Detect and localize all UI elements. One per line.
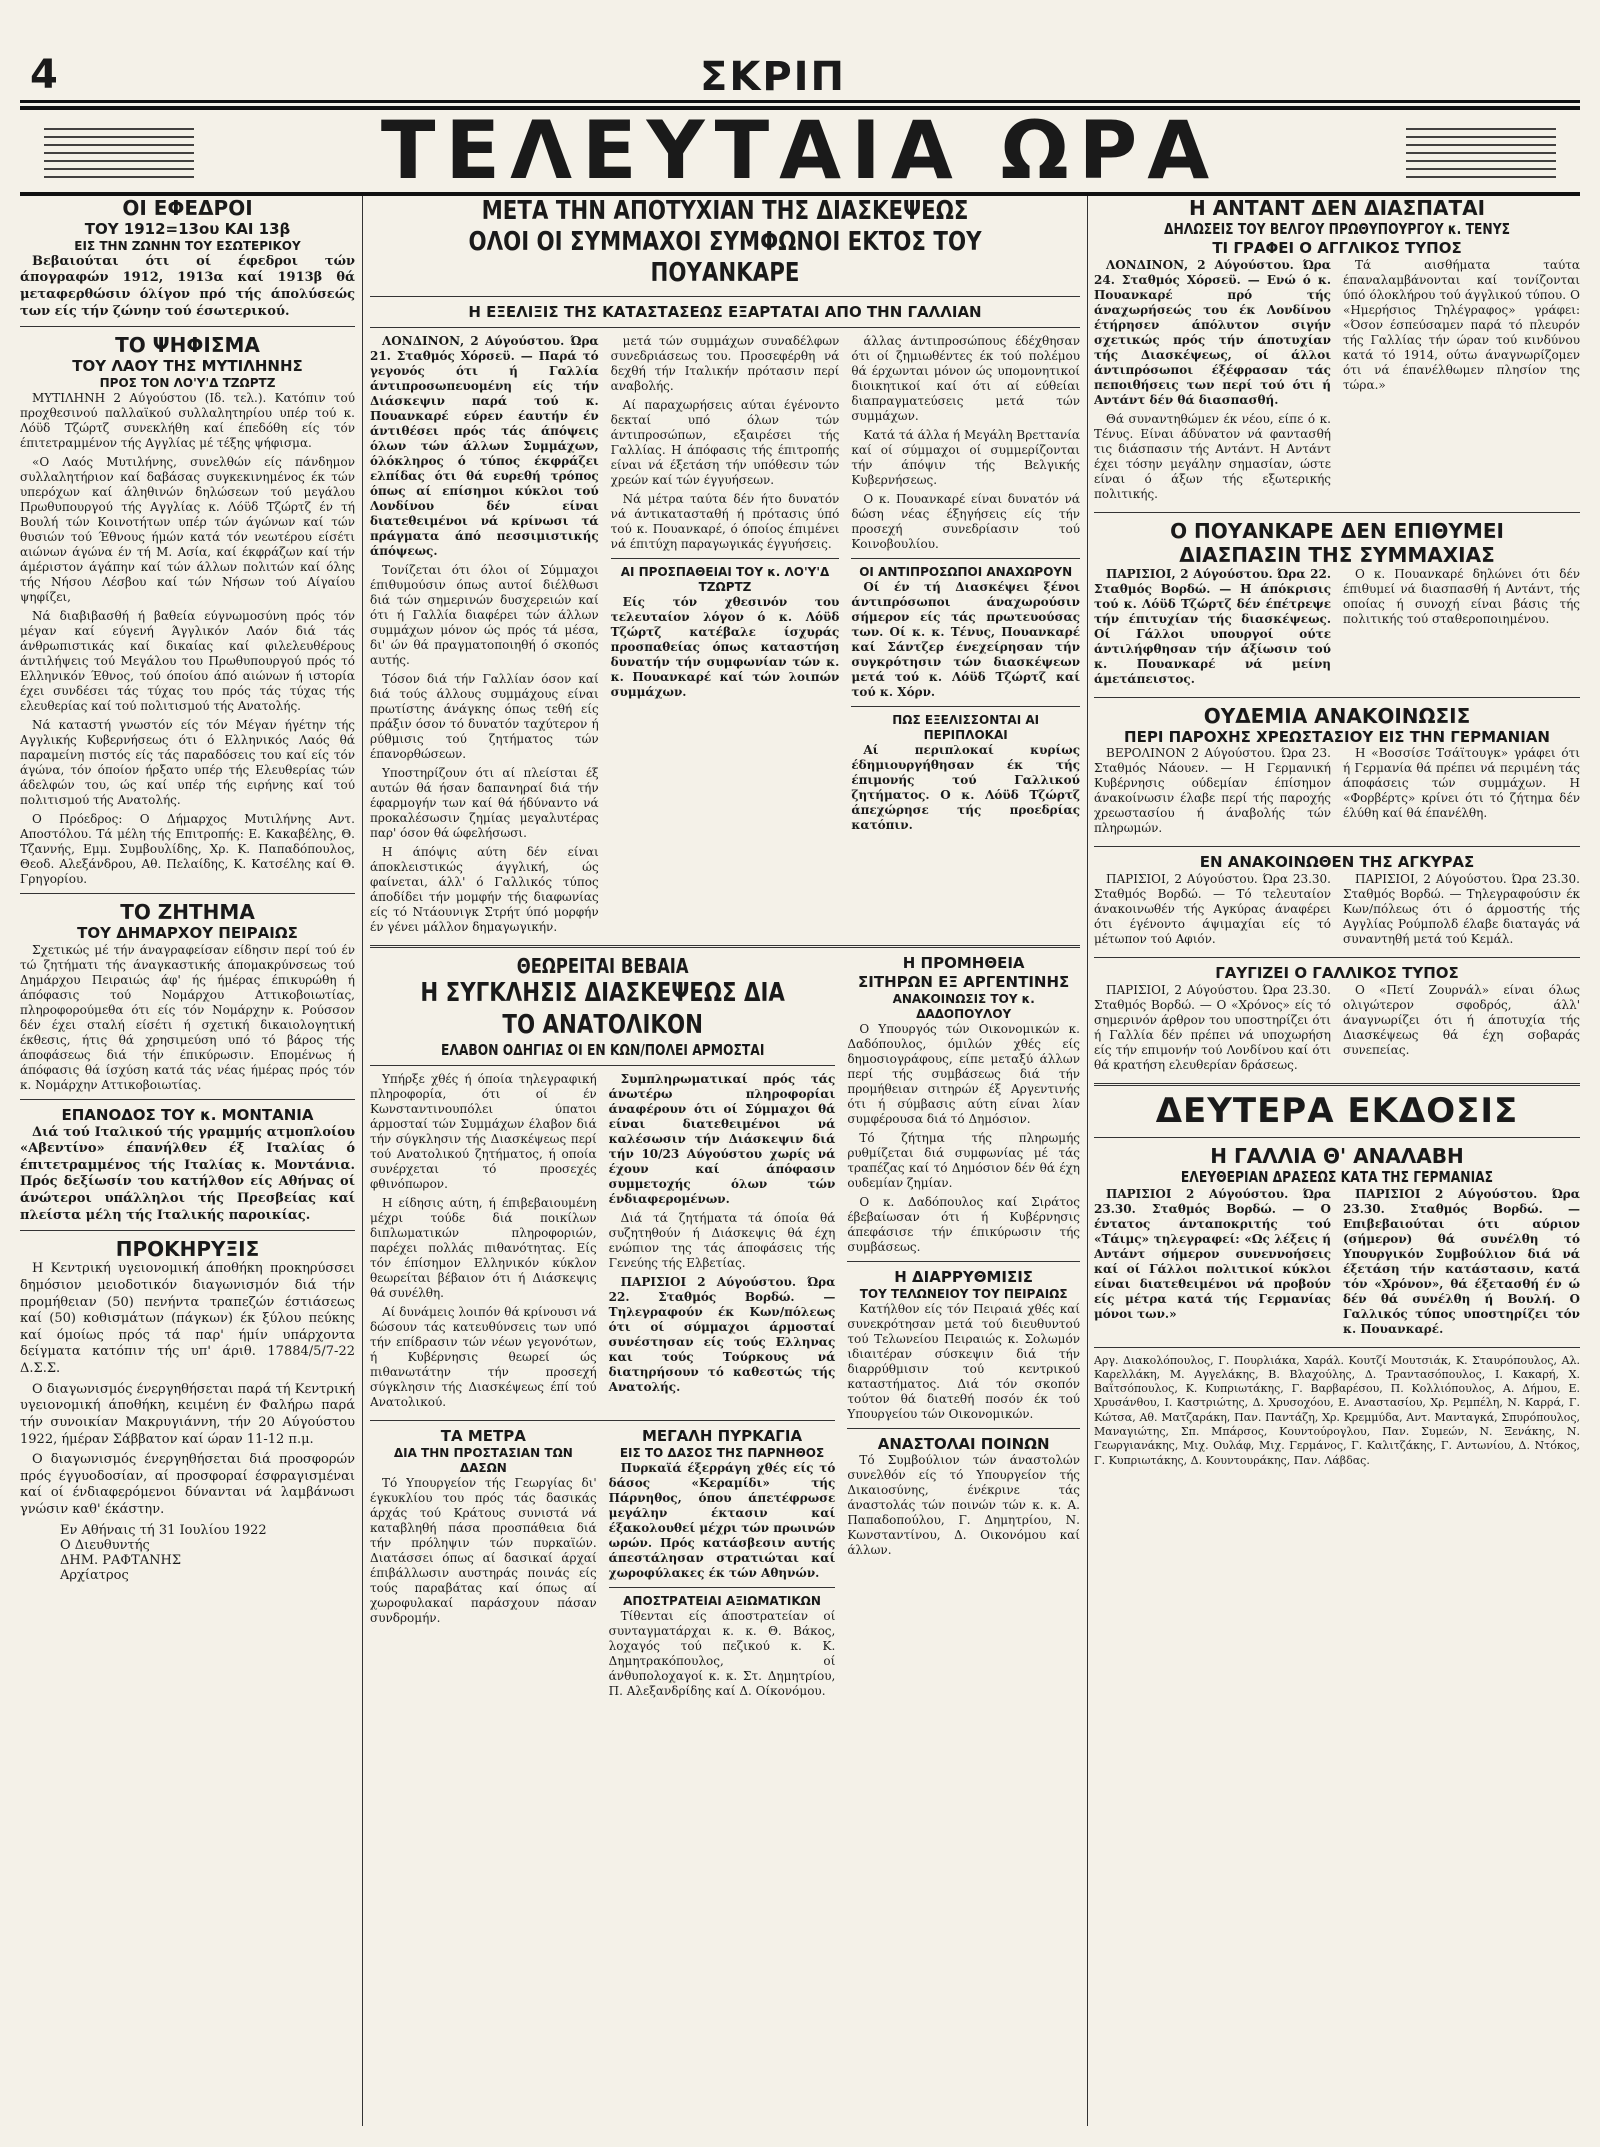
article-paragraph: Διά τά ζητήματα τά όποία θά συζητηθούν ή Διάσκεψις θά έχη ενώπιον της τάς άποφάσεις τής Γενεύης τής Ελβετίας. — [608, 1211, 836, 1271]
divider — [1094, 697, 1580, 698]
article-columns — [370, 334, 1080, 939]
article-title: Η ΣΥΓΚΛΗΣΙΣ ΔΙΑΣΚΕΨΕΩΣ ΔΙΑ ΤΟ ΑΝΑΤΟΛΙΚΟΝ — [420, 978, 785, 1040]
article-paragraph: Ο κ. Πουανκαρέ είναι δυνατόν νά δώση νέας έξηγήσεις είς τήν προσεχή συνεδρίασιν τού Κοινοβουλίου. — [851, 492, 1080, 552]
article-kicker: ΘΕΩΡΕΙΤΑΙ ΒΕΒΑΙΑ — [516, 954, 689, 979]
divider — [847, 1428, 1080, 1429]
divider — [370, 1065, 835, 1066]
article-kicker: ΜΕΤΑ ΤΗΝ ΑΠΟΤΥΧΙΑΝ ΤΗΣ ΔΙΑΣΚΕΨΕΩΣ — [481, 196, 969, 226]
article-paragraph: Τό ζήτημα τής πληρωμής ρυθμίζεται διά συμφωνίας μέ τάς τραπέζας καί τό Δημόσιον δέν θά έχη ουδεμίαν ζημίαν. — [847, 1130, 1080, 1190]
article-paragraph: Η είδησις αύτη, ή έπιβεβαιουμένη μέχρι τούδε διά ποικίλων διπλωματικών πληροφοριών, παρέχει πολλάς πιθανότητας. Είς τόν έπίσημον Ελληνικόν κύκλον θεωρείται βέβαιον ότι ή Διάσκεψις θά συνέλθη. — [370, 1196, 597, 1301]
article-paragraph: ΠΑΡΙΣΙΟΙ 2 Αύγούστου. Ώρα 23.30. Σταθμός Βορδώ. — Ο έντατος άνταποκριτής τού «Τάιμς» τηλεγραφεί: «Ως λέξεις ή Αντάντ σήμερον συνεννοήσεις καί οί Γάλλοι πολιτικοί κύκλοι είναι διατεθειμένοι νά προβούν είς μέτρα κατά τής Γερμανίας μόνοι των.» — [1094, 1186, 1331, 1321]
column-rule — [1087, 196, 1088, 2126]
article-subtitle: ΔΙΑ ΤΗΝ ΠΡΟΣΤΑΣΙΑΝ ΤΩΝ ΔΑΣΩΝ — [393, 1446, 573, 1476]
article-title: ΜΕΓΑΛΗ ΠΥΡΚΑΓΙΑ — [641, 1427, 803, 1446]
article-paragraph: ΠΑΡΙΣΙΟΙ, 2 Αύγούστου. Ώρα 23.30. Σταθμός Βορδώ. — Ο «Χρόνος» είς τό σημερινόν άρθρον του υποστηρίζει ότι ή Γαλλία δέν πρέπει νά υποχωρήση είς τήν επιμονήν τού Λονδίνου καί ότι θά κρατήση ελευθερίαν δράσεως. — [1094, 982, 1331, 1072]
article-agkyra — [1094, 853, 1580, 951]
article-paragraph: Είς τόν χθεσινόν του τελευταίον λόγον ό κ. Λόϋδ Τζώρτζ κατέβαλε ίσχυράς προσπαθείας όπως καταστήση δυνατήν τήν συμφωνίαν τών κ. κ. Πουανκαρέ καί τών λοιπών συμμάχων. — [610, 595, 840, 700]
article-subcolumn — [1343, 746, 1580, 840]
article-title: ΕΠΑΝΟΔΟΣ ΤΟΥ κ. ΜΟΝΤΑΝΙΑ — [61, 1105, 314, 1124]
article-title: ΑΠΟΣΤΡΑΤΕΙΑΙ ΑΞΙΩΜΑΤΙΚΩΝ — [623, 1594, 821, 1609]
article-paragraph: Τά αισθήματα ταύτα έπαναλαμβάνονται καί τονίζονται ύπό όλοκλήρου τού άγγλικού τύπου. Ο «Ημερήσιος Τηλέγραφος» γράφει: «Όσον έσπεύσαμεν παρά τό πλευρόν τής Γαλλίας τήν ώραν τού κινδύνου κατά τό 1914, ούτω άναγνωρίζομεν ότι νά έπανέλθωμεν πλησίον της τώρα.» — [1343, 257, 1580, 392]
article-paragraph: Η «Βοσσίσε Τσάϊτουγκ» γράφει ότι ή Γερμανία θά πρέπει νά περιμένη τάς άποφάσεις τών συμμάχων. Η «Φορβέρτς» κρίνει ότι τό ζήτημα δέν έλύθη καί θά έπανέλθη. — [1343, 746, 1580, 821]
article-paragraph: ΠΑΡΙΣΙΟΙ, 2 Αύγούστου. Ώρα 23.30. Σταθμός Βορδώ. — Τηλεγραφούσιν έκ Κων/πόλεως ότι ό άρμοστής τής Αγγλίας Ρούμπολδ έλαβε διαταγάς νά συναντηθή μετά τού Κεμάλ. — [1343, 872, 1580, 946]
article-pouankare — [1094, 519, 1580, 691]
article-kicker: ΠΡΟΣ ΤΟΝ ΛΟ'Υ'Δ ΤΖΩΡΤΖ — [99, 376, 276, 390]
divider — [20, 1099, 355, 1100]
article-paragraph: Ο «Πετί Ζουρνάλ» είναι όλως ολιγώτερον σφοδρός, άλλ' άναγνωρίζει ότι ή άποτυχία τής Διασκέψεως θά έχη σοβαράς συνεπείας. — [1343, 982, 1580, 1057]
section-title: ΟΙ ΑΝΤΙΠΡΟΣΩΠΟΙ ΑΝΑΧΩΡΟΥΝ — [859, 565, 1073, 580]
name-list-body: Αργ. Διακολόπουλος, Γ. Πουρλιάκα, Χαράλ. Κουτζί Μουτσιάκ, Κ. Σταυρόπουλος, Αλ. Καρελλάκη, Μ. Αγγελάκης, Β. Βλαχούλης, Δ. Τραντασόπουλος, Ι. Κακαρή, Χ. Βαΐτσόπουλος, Κ. Κυπριωτάκης, Γ. Βαρβαρέσου, Π. Κολλιόπουλος, Α. Δήμου, Ε. Χρυσάνθου, Ι. Καστριώτης, Δ. Χρυσοχόου, Ε. Αναστασίου, Χρ. Ρεμπέλη, Ν. Καρρά, Γ. Κώτσα, Αθ. Ματζαράκη, Παν. Παντάζη, Χρ. Κρεμμύδα, Αντ. Μανταγκά, Σπυρόπουλος, Μαναγιώτης, Σπ. Μπάρσος, Κουντούρογλου, Παν. Συμεών, Ν. Ξενάκης, Ν. Γεωργιανάκης, Μιχ. Ουλάφ, Μιχ. Γερμάνος, Γ. Καλιτζάκης, Γ. Αντωνίου, Δ. Ντόκος, Γ. Κυπριωτάκης, Δ. Κουντουράκης, Παν. Λάβδας. — [1094, 1353, 1580, 1467]
divider — [1094, 1137, 1580, 1138]
article-subtitle: ΤΟΥ 1912=13ου ΚΑΙ 13β — [84, 220, 291, 238]
article-subtitle: Η ΕΞΕΛΙΞΙΣ ΤΗΣ ΚΑΤΑΣΤΑΣΕΩΣ ΕΞΑΡΤΑΤΑΙ ΑΠΟ ΤΗΝ ΓΑΛΛΙΑΝ — [468, 302, 982, 321]
left-column — [20, 196, 355, 1589]
article-deutera — [1094, 1092, 1580, 1341]
article-kicker: ΑΝΑΚΟΙΝΩΣΙΣ ΤΟΥ κ. ΔΑΔΟΠΟΥΛΟΥ — [892, 991, 1035, 1021]
article-subcolumn — [1343, 983, 1580, 1077]
article-title: ΤΟ ΨΗΦΙΣΜΑ — [115, 333, 260, 358]
article-subcolumn — [1343, 872, 1580, 951]
article-paragraph: ΠΑΡΙΣΙΟΙ, 2 Αύγούστου. Ώρα 22. Σταθμός Βορδώ. — Η άπόκρισις τού κ. Λόϋδ Τζώρτζ δέν έπέτρεψε τήν έπιτυχίαν τής διασκέψεως. Οί Γάλλοι υπουργοί ούτε άντιλήφθησαν τήν άξίωσιν τού κ. Πουανκαρέ νά μείνη άμετάπειστος. — [1094, 566, 1331, 686]
article-title: ΤΟ ΖΗΤΗΜΑ — [120, 900, 255, 924]
center-column — [370, 196, 1080, 1703]
article-subtitle: ΤΟΥ ΤΕΛΩΝΕΙΟΥ ΤΟΥ ΠΕΙΡΑΙΩΣ — [859, 1286, 1068, 1301]
article-subcolumn — [1094, 567, 1331, 691]
masthead: ΣΚΡΙΠ — [700, 54, 846, 100]
article-subtitle: ΕΛΕΥΘΕΡΙΑΝ ΔΡΑΣΕΩΣ ΚΑΤΑ ΤΗΣ ΓΕΡΜΑΝΙΑΣ — [1180, 1167, 1494, 1186]
article-paragraph: Αί περιπλοκαί κυρίως έδημιουργήθησαν έκ τής έπιμονής τού Γαλλικού ζητήματος. Ο κ. Λόϋδ Τζώρτζ άπεχώρησε τής προεδρίας κατόπιν. — [851, 743, 1080, 833]
notice-sign-title: Αρχίατρος — [60, 1567, 129, 1583]
article-columns — [370, 1072, 835, 1414]
article-subcolumn — [1094, 746, 1331, 840]
name-list — [1094, 1354, 1580, 1468]
article-subtitle: ΕΛΑΒΟΝ ΟΔΗΓΙΑΣ ΟΙ ΕΝ ΚΩΝ/ΠΟΛΕΙ ΑΡΜΟΣΤΑΙ — [440, 1040, 765, 1059]
divider — [370, 296, 1080, 297]
article-kicker: ΕΙΣ ΤΗΝ ΖΩΝΗΝ ΤΟΥ ΕΣΩΤΕΡΙΚΟΥ — [74, 238, 301, 253]
article-title: ΓΑΥΓΙΖΕΙ Ο ΓΑΛΛΙΚΟΣ ΤΥΠΟΣ — [1215, 964, 1459, 982]
article-body: Σχετικώς μέ τήν άναγραφείσαν είδησιν περί τού έν τώ ζητήματι τής άναγκαστικής άπομακρύνσεως τού Δημάρχου Πειραιώς άφ' ής ήμέρας έπικυρώθη ή άπόφασις τού Νομάρχου Αττικοβοιωτίας, πληροφορούμεθα ότι είς τόν Νομάρχην κ. Ρούσσον δέν έχει σταλή είσέτι ή σχετική δικαιολογητική έκθεσις, ήτις θά χρησιμεύση υπό τό βάρος τής άποφάσεως διά τήν έπικύρωσιν. Επομένως ή άπόφασις θά ίσχύση κατά τάς νέας ήμέρας πρός τόν κ. Νομάρχην Αττικοβοιωτίας. — [20, 942, 355, 1092]
article-oudemia — [1094, 704, 1580, 841]
divider — [1094, 846, 1580, 847]
article-zitima — [20, 900, 355, 1093]
article-columns — [1094, 1187, 1580, 1341]
article-paragraph: «Ο Λαός Μυτιλήνης, συνελθών είς πάνδημον συλλαλητήριον καί δαβάσας συγκεκινημένος έκ τών υπερόχων καί άληθινών δηλώσεων τού μεγάλου Πρωθυπουργού τής Αγγλίας κ. Λόϋδ Τζώρτζ έν τή Βουλή τών Κοινοτήτων υπέρ τών άγώνων καί τών θυσιών τού Έθνους ήμών κατά τόν νεωτέρου είσέτι αιώνων άγώνα έν τή Μ. Ασία, καί έκφράζων καί τήν άμέριστον άγάπην καί τών άλλων πολιτών καί όλης τής Νήσου Λέσβου καί τών Νήσων τού Αίγαίου ψηφίζει, — [20, 455, 355, 604]
article-subcolumn — [1343, 1187, 1580, 1341]
article-body: Πυρκαϊά έξερράγη χθές είς τό δάσος «Κεραμίδι» τής Πάρνηθος, όπου άπετέφρωσε μεγάλην έκτασιν καί έξακολουθεί μέχρι τών πρωινών ωρών. Πρός κατάσβεσιν αυτής άπεστάλησαν στρατιώται καί χωροφύλακες έκ τών Αθηνών. — [608, 1461, 836, 1581]
article-title: ΟΛΟΙ ΟΙ ΣΥΜΜΑΧΟΙ ΣΥΜΦΩΝΟΙ ΕΚΤΟΣ ΤΟΥ ΠΟΥΑΝΚΑΡΕ — [468, 227, 982, 289]
article-subcolumn — [370, 334, 599, 939]
top-rule — [20, 100, 1580, 103]
page-number: 4 — [30, 52, 58, 98]
article-subtitle: ΤΟΥ ΔΗΜΑΡΧΟΥ ΠΕΙΡΑΙΩΣ — [77, 924, 298, 942]
article-diarrythmisis — [847, 1268, 1080, 1422]
article-paragraph: ΒΕΡΟΛΙΝΟΝ 2 Αύγούστου. Ώρα 23. Σταθμός Νάουεν. — Η Γερμανική Κυβέρνησις ούδεμίαν έπίσημον άνακοίνωσιν έλαβε περί τής παροχής χρεωστασίου ή άναβολής τών πληρωμών. — [1094, 746, 1331, 836]
divider — [370, 327, 1080, 328]
article-prokiryxis — [20, 1237, 355, 1582]
article-paragraph: Ο διαγωνισμός ένεργηθήσεται παρά τή Κεντρική υγειονομική άποθήκη, κειμένη έν Φαλήρω παρά τήν συνοικίαν Μακρυγιάννη, τήν 20 Αύγούστου 1922, ήμέραν Σάββατον καί ώραν 11-12 π.μ. — [20, 1381, 355, 1447]
notice-date: Εν Αθήναις τή 31 Ιουλίου 1922 — [60, 1522, 267, 1538]
article-paragraph: Ο Υπουργός τών Οικονομικών κ. Δαδόπουλος, όμιλών χθές είς δημοσιογράφους, είπε μεταξύ άλλων περί τής συμβάσεως διά τήν προμήθειαν σιτηρών έξ Αργεντινής ότι ή σύμβασις αύτη είναι λίαν συμφέρουσα διά τό Δημόσιον. — [847, 1021, 1080, 1126]
article-title: ΟΥΔΕΜΙΑ ΑΝΑΚΟΙΝΩΣΙΣ — [1203, 703, 1471, 728]
article-subcolumn — [1094, 872, 1331, 951]
article-title: ΠΡΟΚΗΡΥΞΙΣ — [115, 1237, 260, 1262]
article-paragraph: Τονίζεται ότι όλοι οί Σύμμαχοι έπιθυμούσιν όπως αυτοί διέλθωσι διά τών σημερινών δυσχερειών καί ότι ή Γαλλία διαφέρει τών άλλων συμμάχων μόνον ώς πρός τά μέσα, δι' ών θά πραγματοποιηθή ό σκοπός αυτής. — [370, 563, 599, 668]
article-paragraph: Υποστηρίζουν ότι αί πλείσται έξ αυτών θά ήσαν δαπανηραί διά τήν έφαρμογήν των καί θά ήδύναντο νά προκαλέσωσιν ζημίας μεγαλυτέρας παρ' όσον θά ώφελήσωσι. — [370, 766, 599, 841]
article-subcolumn — [1343, 567, 1580, 691]
article-subtitle: ΠΕΡΙ ΠΑΡΟΧΗΣ ΧΡΕΩΣΤΑΣΙΟΥ ΕΙΣ ΤΗΝ ΓΕΡΜΑΝΙΑΝ — [1124, 727, 1550, 746]
article-kicker: ΤΙ ΓΡΑΦΕΙ Ο ΑΓΓΛΙΚΟΣ ΤΥΠΟΣ — [1212, 238, 1462, 257]
divider — [611, 558, 840, 559]
article-paragraph: Αί δυνάμεις λοιπόν θά κρίνουσι νά δώσουν τάς κατευθύνσεις των υπό τήν επίδρασιν τών νέων γεγονότων, ή Κυβέρνησις θεωρεί ώς πιθανωτάτην τήν προσεχή σύγκλησιν τής Διασκέψεως έπί τού Ανατολικού. — [370, 1305, 597, 1410]
article-paragraph: Η άπόψις αύτη δέν είναι άποκλειστικώς άγγλική, ώς φαίνεται, άλλ' ό Γαλλικός τύπος άποδίδει τήν μομφήν τής διαφωνίας είς τό Ντάουνιγκ Στρήτ ύπό μορφήν έν γένει μάλλον δημαγωγικήν. — [370, 845, 599, 935]
article-subtitle: ΔΙΑΣΠΑΣΙΝ ΤΗΣ ΣΥΜΜΑΧΙΑΣ — [1179, 542, 1495, 567]
divider — [20, 893, 355, 894]
article-anastolai — [847, 1435, 1080, 1559]
article-paragraph: Ο διαγωνισμός ένεργηθήσεται διά προσφορών πρός έγγυοδοσίαν, αί προσφοραί έσφραγισμέναι καί οί ένδιαφερόμενοι δύνανται νά λαμβάνωσι γνώσιν καθ' έκάστην. — [20, 1452, 355, 1517]
divider — [20, 1230, 355, 1231]
article-title: ΕΝ ΑΝΑΚΟΙΝΩΘΕΝ ΤΗΣ ΑΓΚΥΡΑΣ — [1199, 853, 1475, 872]
article-title: Η ΓΑΛΛΙΑ Θ' ΑΝΑΛΑΒΗ — [1210, 1143, 1464, 1168]
article-title: ΑΝΑΣΤΟΛΑΙ ΠΟΙΝΩΝ — [877, 1434, 1050, 1453]
article-subcolumn — [609, 1072, 836, 1414]
divider — [851, 558, 1080, 559]
article-paragraph: Νά μέτρα ταύτα δέν ήτο δυνατόν νά άντικατασταθή ή πρότασις ύπό τού κ. Πουανκαρέ, ό όποίος έπιμένει νά έπιτύχη παραγωγικάς έγγυήσεις. — [610, 492, 840, 552]
article-subcolumn — [1094, 983, 1331, 1077]
section-banner — [20, 106, 1580, 196]
article-paragraph: ΜΥΤΙΛΗΝΗ 2 Αύγούστου (Ιδ. τελ.). Κατόπιν τού προχθεσινού παλλαϊκού συλλαλητηρίου υπέρ τού κ. Λόϋδ Τζώρτζ συνεκλήθη καί έπεδόθη είς τόν έπιτετραμμένον τής Αγγλίας μέ τέξης ψήφισμα. — [20, 391, 355, 450]
article-paragraph: Συμπληρωματικαί πρός τάς άνωτέρω πληροφορίαι άναφέρουν ότι οί Σύμμαχοι θά είναι διατεθειμένοι νά καλέσωσιν τήν Διάσκεψιν διά τήν 10/23 Αύγούστου χωρίς νά έχουν καί άπόφασιν συμμετοχής όλων τών ένδιαφερομένων. — [608, 1072, 836, 1207]
article-subtitle: ΣΙΤΗΡΩΝ ΕΞ ΑΡΓΕΝΤΙΝΗΣ — [858, 973, 1070, 992]
article-title: Η ΠΡΟΜΗΘΕΙΑ — [902, 954, 1025, 973]
notice-sign-label: Ο Διευθυντής — [60, 1537, 150, 1553]
article-antant — [1094, 196, 1580, 506]
article-paragraph: Νά καταστή γνωστόν είς τόν Μέγαν ήγέτην τής Αγγλικής Κυβερνήσεως ότι ό Ελληνικός Λαός θά παραμείνη πιστός είς τάς παραδόσεις του καί είς τόν άγώνα, τόν όποίον ήρξατο υπέρ τής Ελευθερίας τών άδελφών του, ώς καί υπέρ τής ειρήνης καί τού πολιτισμού τής Ανατολής. — [20, 718, 355, 807]
column-rule — [362, 196, 363, 2126]
article-title: Η ΔΙΑΡΡΥΘΜΙΣΙΣ — [894, 1267, 1034, 1286]
article-subcolumn — [1343, 258, 1580, 506]
section-title: ΑΙ ΠΡΟΣΠΑΘΕΙΑΙ ΤΟΥ κ. ΛΟ'Υ'Δ ΤΖΩΡΤΖ — [620, 565, 830, 595]
article-body: Τό Συμβούλιον τών άναστολών συνελθόν είς τό Υπουργείον τής Δικαιοσύνης, ένέκρινε τάς άναστολάς τών ποινών τών κ. κ. Α. Παπαδοπούλου, Γ. Δημητρίου, Ν. Κωνσταντίνου, Δ. Οικονόμου καί άλλων. — [847, 1453, 1080, 1558]
article-body: Διά τού Ιταλικού τής γραμμής ατμοπλοίου «Αβεντίνο» έπανήλθεν έξ Ιταλίας ό έπιτετραμμένος τής Ιταλίας κ. Μοντάνια. Πρός δεξίωσίν του κατήλθον είς Αθήνας οί άνώτεροι υπάλληλοι τής Πρεσβείας καί πλείστα μέλη τής Ιταλικής παροικίας. — [20, 1124, 355, 1223]
article-paragraph: Ο κ. Δαδόπουλος καί Σιράτος έβεβαίωσαν ότι ή Κυβέρνησις άπεφάσισε τήν έπικύρωσιν τής συμβάσεως. — [847, 1194, 1080, 1254]
article-efedroi — [20, 196, 355, 320]
article-body: Βεβαιούται ότι οί έφεδροι τών άπογραφών 1912, 1913α καί 1913β θά μεταφερθώσιν όλίγον πρό τής άπολύσεώς των είς τήν ζώνην τού έσωτερικού. — [20, 253, 355, 319]
article-body: Τό Υπουργείον τής Γεωργίας δι' έγκυκλίου του πρός τάς δασικάς άρχάς τού Κράτους συνιστά νά καταβληθή πάσα προσπάθεια διά τήν πρόληψιν τών πυρκαϊών. Διατάσσει όπως αί δασικαί άρχαί έπιβάλλωσιν αυστηράς ποινάς είς τούς παραβάτας καί όπως αί χωροφυλακαί παράσχουν πάσαν συνδρομήν. — [370, 1476, 597, 1626]
divider — [20, 326, 355, 327]
article-paragraph: Αί παραχωρήσεις αύται έγένοντο δεκταί υπό όλων τών άντιπροσώπων, εξαιρέσει τής Γαλλίας. Η άπόφασις τής έπιτροπής είναι νά έξετάση τήν υπόθεσιν τών χρεών καί τών έγγυήσεων. — [610, 398, 840, 488]
article-columns — [1094, 746, 1580, 840]
article-paragraph: Ο κ. Πουανκαρέ δηλώνει ότι δέν έπιθυμεί νά διασπασθή ή Αντάντ, τής οποίας ή συνοχή είναι βάσις τής πολιτικής τού σταθεροποιημένου. — [1343, 566, 1580, 626]
article-columns — [1094, 983, 1580, 1077]
article-paragraph: μετά τών συμμάχων συναδέλφων συνεδριάσεως του. Προσεφέρθη νά δεχθή τήν Ιταλικήν πρότασιν περί αναβολής. — [610, 334, 840, 394]
divider — [609, 1587, 836, 1588]
article-paragraph: ΛΟΝΔΙΝΟΝ, 2 Αύγούστου. Ώρα 21. Σταθμός Χόρσεϋ. — Παρά τό γεγονός ότι ή Γαλλία άντιπροσωπευομένη είς τήν Διάσκεψιν παρά τού κ. Πουανκαρέ εύρεν έαυτήν έν άντιθέσει πρός τάς άπόψεις όλων τών άλλων Συμμάχων, όλόκληρος ό τύπος έκφράζει ελπίδας ότι θά ευρεθή τρόπος όπως αί επίσημοι κύκλοι τού Λονδίνου δέν είναι διατεθειμένοι νά κρίνωσι τά πράγματα άπό πεσσιμιστικής άπόψεως. — [370, 334, 599, 559]
article-pyrkagia — [609, 1427, 836, 1703]
article-subtitle: ΔΗΛΩΣΕΙΣ ΤΟΥ ΒΕΛΓΟΥ ΠΡΩΘΥΠΟΥΡΓΟΥ κ. ΤΕΝΥΣ — [1163, 220, 1511, 238]
section-title: ΠΩΣ ΕΞΕΛΙΣΣΟΝΤΑΙ ΑΙ ΠΕΡΙΠΛΟΚΑΙ — [892, 713, 1040, 743]
divider — [847, 1261, 1080, 1262]
article-gaygizei — [1094, 964, 1580, 1077]
article-columns — [1094, 258, 1580, 506]
right-column — [1094, 196, 1580, 1474]
article-paragraph: ΠΑΡΙΣΙΟΙ 2 Αύγούστου. Ώρα 23.30. Σταθμός Βορδώ. — Επιβεβαιούται ότι αύριον (σήμερον) θά συνέλθη τό Υπουργικόν Συμβούλιον διά νά έξετάση τήν κατάστασιν, κατά τόν «Χρόνον», θά έξετασθή έν ώ δέν θά συνέλθη ή Βουλή. Ο Γαλλικός τύπος υποστηρίζει τόν κ. Πουανκαρέ. — [1343, 1186, 1580, 1336]
article-second — [370, 954, 835, 1414]
article-subtitle: ΕΙΣ ΤΟ ΔΑΣΟΣ ΤΗΣ ΠΑΡΝΗΘΟΣ — [619, 1446, 825, 1461]
article-paragraph: ΠΑΡΙΣΙΟΙ 2 Αύγούστου. Ώρα 22. Σταθμός Βορδώ. — Τηλεγραφούν έκ Κων/πόλεως ότι οί σύμμαχοι άρμοσταί συνέστησαν είς τούς Ελληνας και τούς Τούρκους νά διατηρήσουν τό καθεστώς τής Ανατολής. — [608, 1275, 836, 1395]
notice-sign-name: ΔΗΜ. ΡΑΦΤΑΝΗΣ — [60, 1552, 182, 1568]
divider — [1094, 512, 1580, 513]
article-body: Τίθενται είς άποστρατείαν οί συνταγματάρχαι κ. κ. Θ. Βάκος, λοχαγός τού πεζικού κ. Κ. Δημητρακόπουλος, οί άνθυπολοχαγοί κ. κ. Στ. Δημητρίου, Π. Αλεξανδρίδης καί Δ. Οίκονόμου. — [608, 1609, 836, 1699]
article-body: Κατήλθον είς τόν Πειραιά χθές καί συνεκρότησαν μετά τού διευθυντού τού Τελωνείου Πειραιώς κ. Σολωμόν ιδιαιτέραν σύσκεψιν διά τήν διαρρύθμισιν τού κεντρικού καταστήματος. Διά τόν σκοπόν τούτον θά διατεθή ποσόν έκ τού Υπουργείου τών Οικονομικών. — [847, 1301, 1080, 1421]
article-subcolumn — [611, 334, 840, 939]
center-lower-left — [370, 954, 835, 1703]
article-paragraph: Υπήρξε χθές ή όποία τηλεγραφική πληροφορία, ότι οί έν Κωνσταντινουπόλει ύπατοι άρμοσταί τών Συμμάχων έλαβον διά τήν σύγκλησιν τής Διασκέψεως περί τού Ανατολικού ζητήματος, ή οποία συνέρχεται τό προσεχές φθινόπωρον. — [370, 1072, 597, 1192]
divider — [1094, 957, 1580, 958]
center-bottom — [370, 1427, 835, 1703]
banner-title: ΤΕΛΕΥΤΑΙΑ ΩΡΑ — [380, 104, 1220, 197]
article-subtitle: ΤΟΥ ΛΑΟΥ ΤΗΣ ΜΥΤΙΛΗΝΗΣ — [72, 357, 303, 376]
divider — [370, 945, 1080, 948]
divider — [370, 1420, 835, 1421]
article-subcolumn — [1094, 1187, 1331, 1341]
center-lower-right — [847, 954, 1080, 1703]
article-paragraph: Κατά τά άλλα ή Μεγάλη Βρεττανία καί οί σύμμαχοι οί συμμερίζονται τήν άπόψιν τής Βελγικής Κυβερνήσεως. — [851, 428, 1080, 488]
article-psifisma — [20, 333, 355, 887]
article-columns — [1094, 872, 1580, 951]
article-paragraph: Τόσον διά τήν Γαλλίαν όσον καί διά τούς άλλους συμμάχους είναι πρωτίστης άνάγκης όπως τεθή είς πράξιν όσον τό δυνατόν ταχύτερον ή ρύθμισις τού ζητήματος τών έπανορθώσεων. — [370, 672, 599, 762]
article-columns — [1094, 567, 1580, 691]
article-paragraph: ΛΟΝΔΙΝΟΝ, 2 Αύγούστου. Ώρα 24. Σταθμός Χόρσεϋ. — Ενώ ό κ. Πουανκαρέ πρό τής άναχωρήσεώς του έκ Λονδίνου έτήρησεν άπόλυτον σιγήν σχετικώς πρός τήν άποτυχίαν τής Διασκέψεως, οί άλλοι άντιπρόσωποι έξέφρασαν τάς πεποιθήσεις των περί τού ότι ή Αντάντ δέν θά διασπασθή. — [1094, 257, 1331, 407]
article-paragraph: Οί έν τή Διασκέψει ξένοι άντιπρόσωποι άναχωρούσιν σήμερον είς τάς πρωτευούσας των. Οί κ. κ. Τένυς, Πουανκαρέ καί Σάντζερ ένεχείρησαν τήν συγκρότησιν τών διασκέψεων μετά τού κ. Λόϋδ Τζώρτζ καί τού κ. Χόρν. — [851, 580, 1080, 700]
edition-banner: ΔΕΥΤΕΡΑ ΕΚΔΟΣΙΣ — [1155, 1090, 1519, 1131]
article-metra — [370, 1427, 597, 1703]
article-paragraph: Η Κεντρική υγειονομική άποθήκη προκηρύσσει δημόσιον μειοδοτικόν διαγωνισμόν διά τήν προμήθειαν (50) πενήντα τραπεζών έστιάσεως καί (50) κοθισμάτων (πάγκων) έκ ξύλου πεύκης καί όμοίως πρός τά παρ' ήμίν υπάρχοντα δείγματα κατόπιν τής υπ' άριθ. 17884/5/7-22 Δ.Σ.Σ. — [20, 1261, 355, 1376]
article-paragraph: άλλας άντιπροσώπους έδέχθησαν ότι οί ζημιωθέντες έκ τού πολέμου θά έρχωνται μόνον ώς υπομονητικοί διοικητικοί καί ότι αί εύθείαι διαπραγματεύσεις μετά τών συμμάχων. — [851, 334, 1080, 424]
article-title: Η ΑΝΤΑΝΤ ΔΕΝ ΔΙΑΣΠΑΤΑΙ — [1188, 196, 1486, 220]
divider — [1094, 1083, 1580, 1086]
article-title: ΟΙ ΕΦΕΔΡΟΙ — [122, 196, 253, 220]
article-paragraph: Θά συναντηθώμεν έκ νέου, είπε ό κ. Τένυς. Είναι άδύνατον νά φαντασθή τις διάσπασιν τής Αντάντ. Η Αντάντ έχει τόσην μεγάλην σημασίαν, ώστε είναι ό άξων τής εξωτερικής πολιτικής. — [1094, 411, 1331, 501]
divider — [851, 706, 1080, 707]
divider — [1094, 1347, 1580, 1348]
article-paragraph: Νά διαβιβασθή ή βαθεία εύγνωμοσύνη πρός τόν μέγαν καί εύγενή Άγγλικόν Λαόν διά τάς άνθρωπιστικάς καί δικαίας καί φιλελευθέρους άντιλήψεις τού Μεγάλου του Πρωθυπουργού πρός τό Ελληνικόν Έθνος, τού όποίου άπό αιώνων ή ιστορία έχει συνδέσει τάς τύχας του πρός τάς τύχας τής ελευθερίας καί τού πολιτισμού τής Ανατολής. — [20, 609, 355, 713]
article-main — [370, 196, 1080, 939]
article-title: Ο ΠΟΥΑΝΚΑΡΕ ΔΕΝ ΕΠΙΘΥΜΕΙ — [1170, 518, 1504, 543]
ornament-right — [1406, 122, 1556, 178]
article-subcolumn — [370, 1072, 597, 1414]
article-promitheia — [847, 954, 1080, 1255]
article-title: ΤΑ ΜΕΤΡΑ — [440, 1427, 526, 1446]
article-subcolumn — [851, 334, 1080, 939]
article-paragraph: ΠΑΡΙΣΙΟΙ, 2 Αύγούστου. Ώρα 23.30. Σταθμός Βορδώ. — Τό τελευταίον άνακοινωθέν τής Αγκύρας άναφέρει ότι έγένοντο άψιμαχίαι είς τό μέτωπον τού Αφιόν. — [1094, 872, 1331, 946]
article-subcolumn — [1094, 258, 1331, 506]
center-lower — [370, 954, 1080, 1703]
ornament-left — [44, 122, 194, 178]
article-signatures: Ο Πρόεδρος: Ο Δήμαρχος Μυτιλήνης Αντ. Αποστόλου. Τά μέλη τής Επιτροπής: Ε. Κακαβέλης, Θ. Τζαννής, Εμμ. Συμβουλίδης, Χρ. Κ. Παπαδόπουλος, Θεοδ. Αλεξάνδρου, Αθ. Πελαίδης, Κ. Κατσέλης καί Θ. Γρηγορίου. — [20, 812, 355, 886]
article-epanodos — [20, 1106, 355, 1225]
